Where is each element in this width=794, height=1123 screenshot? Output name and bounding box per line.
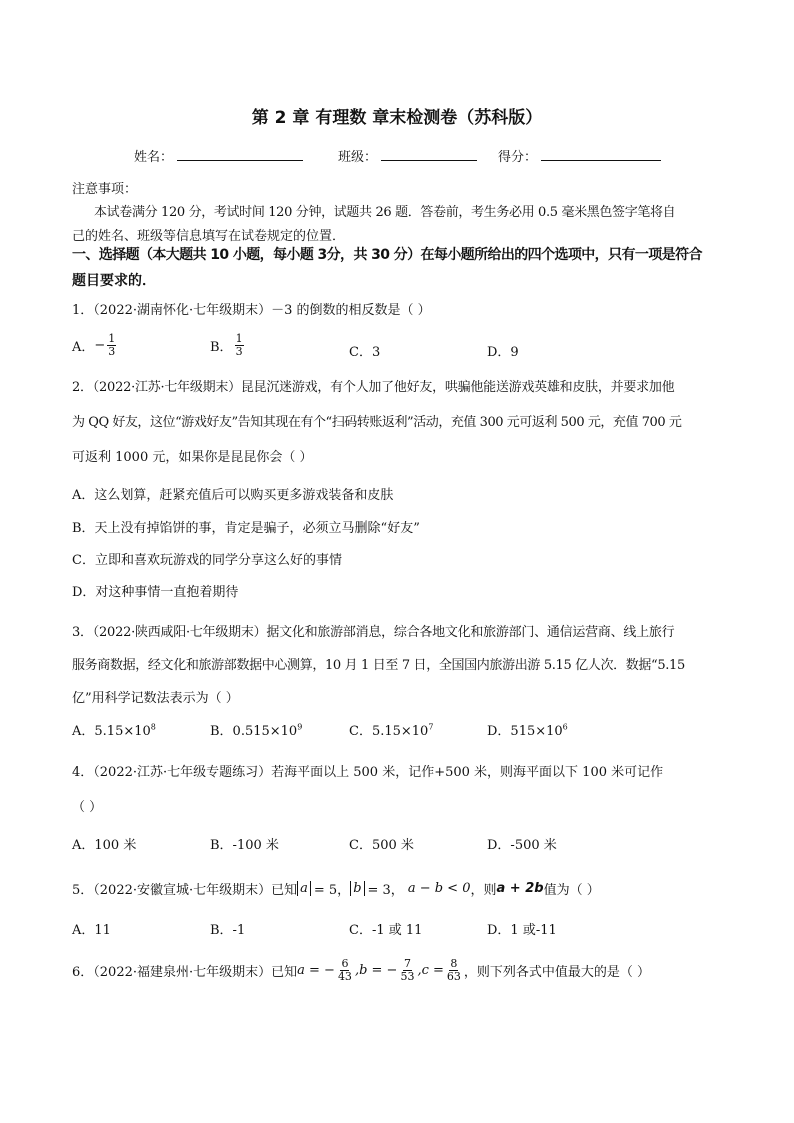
q3-c-base: C．5.15×10: [349, 724, 429, 739]
q6-c-num: 8: [450, 957, 458, 970]
q1-a-den: 3: [108, 345, 116, 358]
q1-a-fraction: [107, 333, 116, 358]
q6-suffix: ，则下列各式中值最大的是（ ）: [463, 965, 651, 980]
q3-option-d: [487, 720, 568, 739]
q5-mid: ，则: [470, 883, 497, 898]
section1-line2: 题目要求的．: [72, 273, 156, 289]
q1-option-d: D．9: [487, 345, 519, 360]
q6-prefix: 6．（2022·福建泉州·七年级期末）已知: [72, 965, 298, 980]
notice-heading: 注意事项：: [72, 182, 138, 197]
q6-a-fraction: [337, 958, 353, 983]
q2-line1: 2．（2022·江苏·七年级期末）昆昆沉迷游戏，有个人加了他好友，哄骗他能送游戏英雄和皮肤，并要求加他: [72, 380, 675, 395]
q3-c-exp: 7: [428, 722, 434, 732]
q3-option-a: [72, 720, 156, 739]
q2-line2: 为 QQ 好友，这位“游戏好友”告知其现在有个“扫码转账返利”活动，充值 300 元可返利 500 元，充值 700 元: [72, 415, 682, 430]
q3-d-base: D．515×10: [487, 724, 563, 739]
q4-option-d: D．-500 米: [487, 838, 557, 853]
q3-a-base: A．5.15×10: [72, 724, 151, 739]
q1-a-num: 1: [108, 332, 116, 345]
q5-option-d: D．1 或-11: [487, 923, 557, 938]
q1-option-b: [210, 333, 246, 358]
q1-a-sign: −: [94, 338, 106, 353]
q5-stem: [72, 879, 600, 898]
q6-c-var: ,c =: [417, 963, 444, 978]
q3-line1: 3．（2022·陕西咸阳·七年级期末）据文化和旅游部消息，综合各地文化和旅游部门、通信运营商、线上旅行: [72, 625, 675, 640]
q4-line2: （ ）: [72, 800, 103, 815]
q1-option-c: C．3: [349, 345, 381, 360]
q1-b-label: B．: [210, 340, 233, 355]
section1-line1: 一、选择题（本大题共 10 小题，每小题 3分，共 30 分）在每小题所给出的四个选项中，只有一项是符合: [72, 247, 702, 263]
q1-b-num: 1: [235, 332, 243, 345]
q2-line3: 可返利 1000 元，如果你是昆昆你会（ ）: [72, 450, 313, 465]
q5-option-b: B．-1: [210, 923, 246, 938]
q4-line1: 4．（2022·江苏·七年级专题练习）若海平面以上 500 米，记作+500 米，则海平面以下 100 米可记作: [72, 765, 664, 780]
class-blank: [381, 148, 477, 161]
q6-a-den: 43: [337, 970, 352, 983]
q4-option-a: A．100 米: [72, 838, 137, 853]
class-label: 班级：: [338, 150, 378, 165]
q1-a-label: A．: [72, 340, 95, 355]
q3-line3: 亿”用科学记数法表示为（ ）: [72, 691, 239, 706]
q6-b-fraction: [399, 958, 415, 983]
q5-option-a: A．11: [72, 923, 111, 938]
q1-b-fraction: [235, 333, 244, 358]
q6-b-num: 7: [403, 957, 411, 970]
q5-expression: a + 2b: [496, 881, 544, 896]
q6-b-den: 53: [400, 970, 415, 983]
q3-a-exp: 8: [150, 722, 156, 732]
notice-line1: 本试卷满分 120 分，考试时间 120 分钟，试题共 26 题．答卷前，考生务必用 0.5 毫米黑色签字笔将自: [94, 205, 676, 220]
q6-c-fraction: [446, 958, 462, 983]
notice-line2: 己的姓名、班级等信息填写在试卷规定的位置．: [72, 229, 346, 244]
q2-option-a: A．这么划算，赶紧充值后可以购买更多游戏装备和皮肤: [72, 488, 394, 503]
name-label: 姓名：: [134, 150, 174, 165]
q5-suffix: 值为（ ）: [543, 883, 600, 898]
q5-option-c: C．-1 或 11: [349, 923, 423, 938]
score-label: 得分：: [498, 150, 538, 165]
q3-b-base: B．0.515×10: [210, 724, 298, 739]
q2-option-d: D．对这种事情一直抱着期待: [72, 585, 239, 600]
q5-eq2: = 3，: [367, 883, 404, 898]
q5-eq1: = 5，: [313, 883, 351, 898]
q3-b-exp: 9: [297, 722, 303, 732]
q6-a-var: a = −: [297, 963, 335, 978]
q6-b-var: ,b = −: [354, 963, 398, 978]
q3-option-b: [210, 720, 302, 739]
q6-stem: [72, 958, 650, 983]
q1-b-den: 3: [235, 345, 243, 358]
q4-option-c: C．500 米: [349, 838, 414, 853]
name-blank: [177, 148, 303, 161]
page-title: 第 2 章 有理数 章末检测卷（苏科版）: [251, 108, 543, 128]
q6-c-den: 63: [446, 970, 461, 983]
score-blank: [541, 148, 661, 161]
q5-condition: a − b < 0: [407, 881, 471, 896]
q3-option-c: [349, 720, 433, 739]
score-field: [498, 146, 661, 165]
q3-d-exp: 6: [562, 722, 568, 732]
q4-option-b: B．-100 米: [210, 838, 279, 853]
q2-option-c: C．立即和喜欢玩游戏的同学分享这么好的事情: [72, 553, 342, 568]
class-field: [338, 146, 477, 165]
q5-prefix: 5．（2022·安徽宣城·七年级期末）已知: [72, 883, 298, 898]
q6-a-num: 6: [341, 957, 349, 970]
q1-option-a: [72, 333, 118, 358]
q5-abs-a: a: [297, 881, 311, 896]
name-field: [134, 146, 303, 165]
q2-option-b: B．天上没有掉馅饼的事，肯定是骗子，必须立马删除“好友”: [72, 521, 420, 536]
q1-stem: 1．（2022·湖南怀化·七年级期末）－3 的倒数的相反数是（ ）: [72, 303, 431, 318]
q3-line2: 服务商数据，经文化和旅游部数据中心测算，10 月 1 日至 7 日，全国国内旅游出游 5.15 亿人次．数据“5.15: [72, 658, 685, 673]
q5-abs-b: b: [350, 881, 364, 896]
